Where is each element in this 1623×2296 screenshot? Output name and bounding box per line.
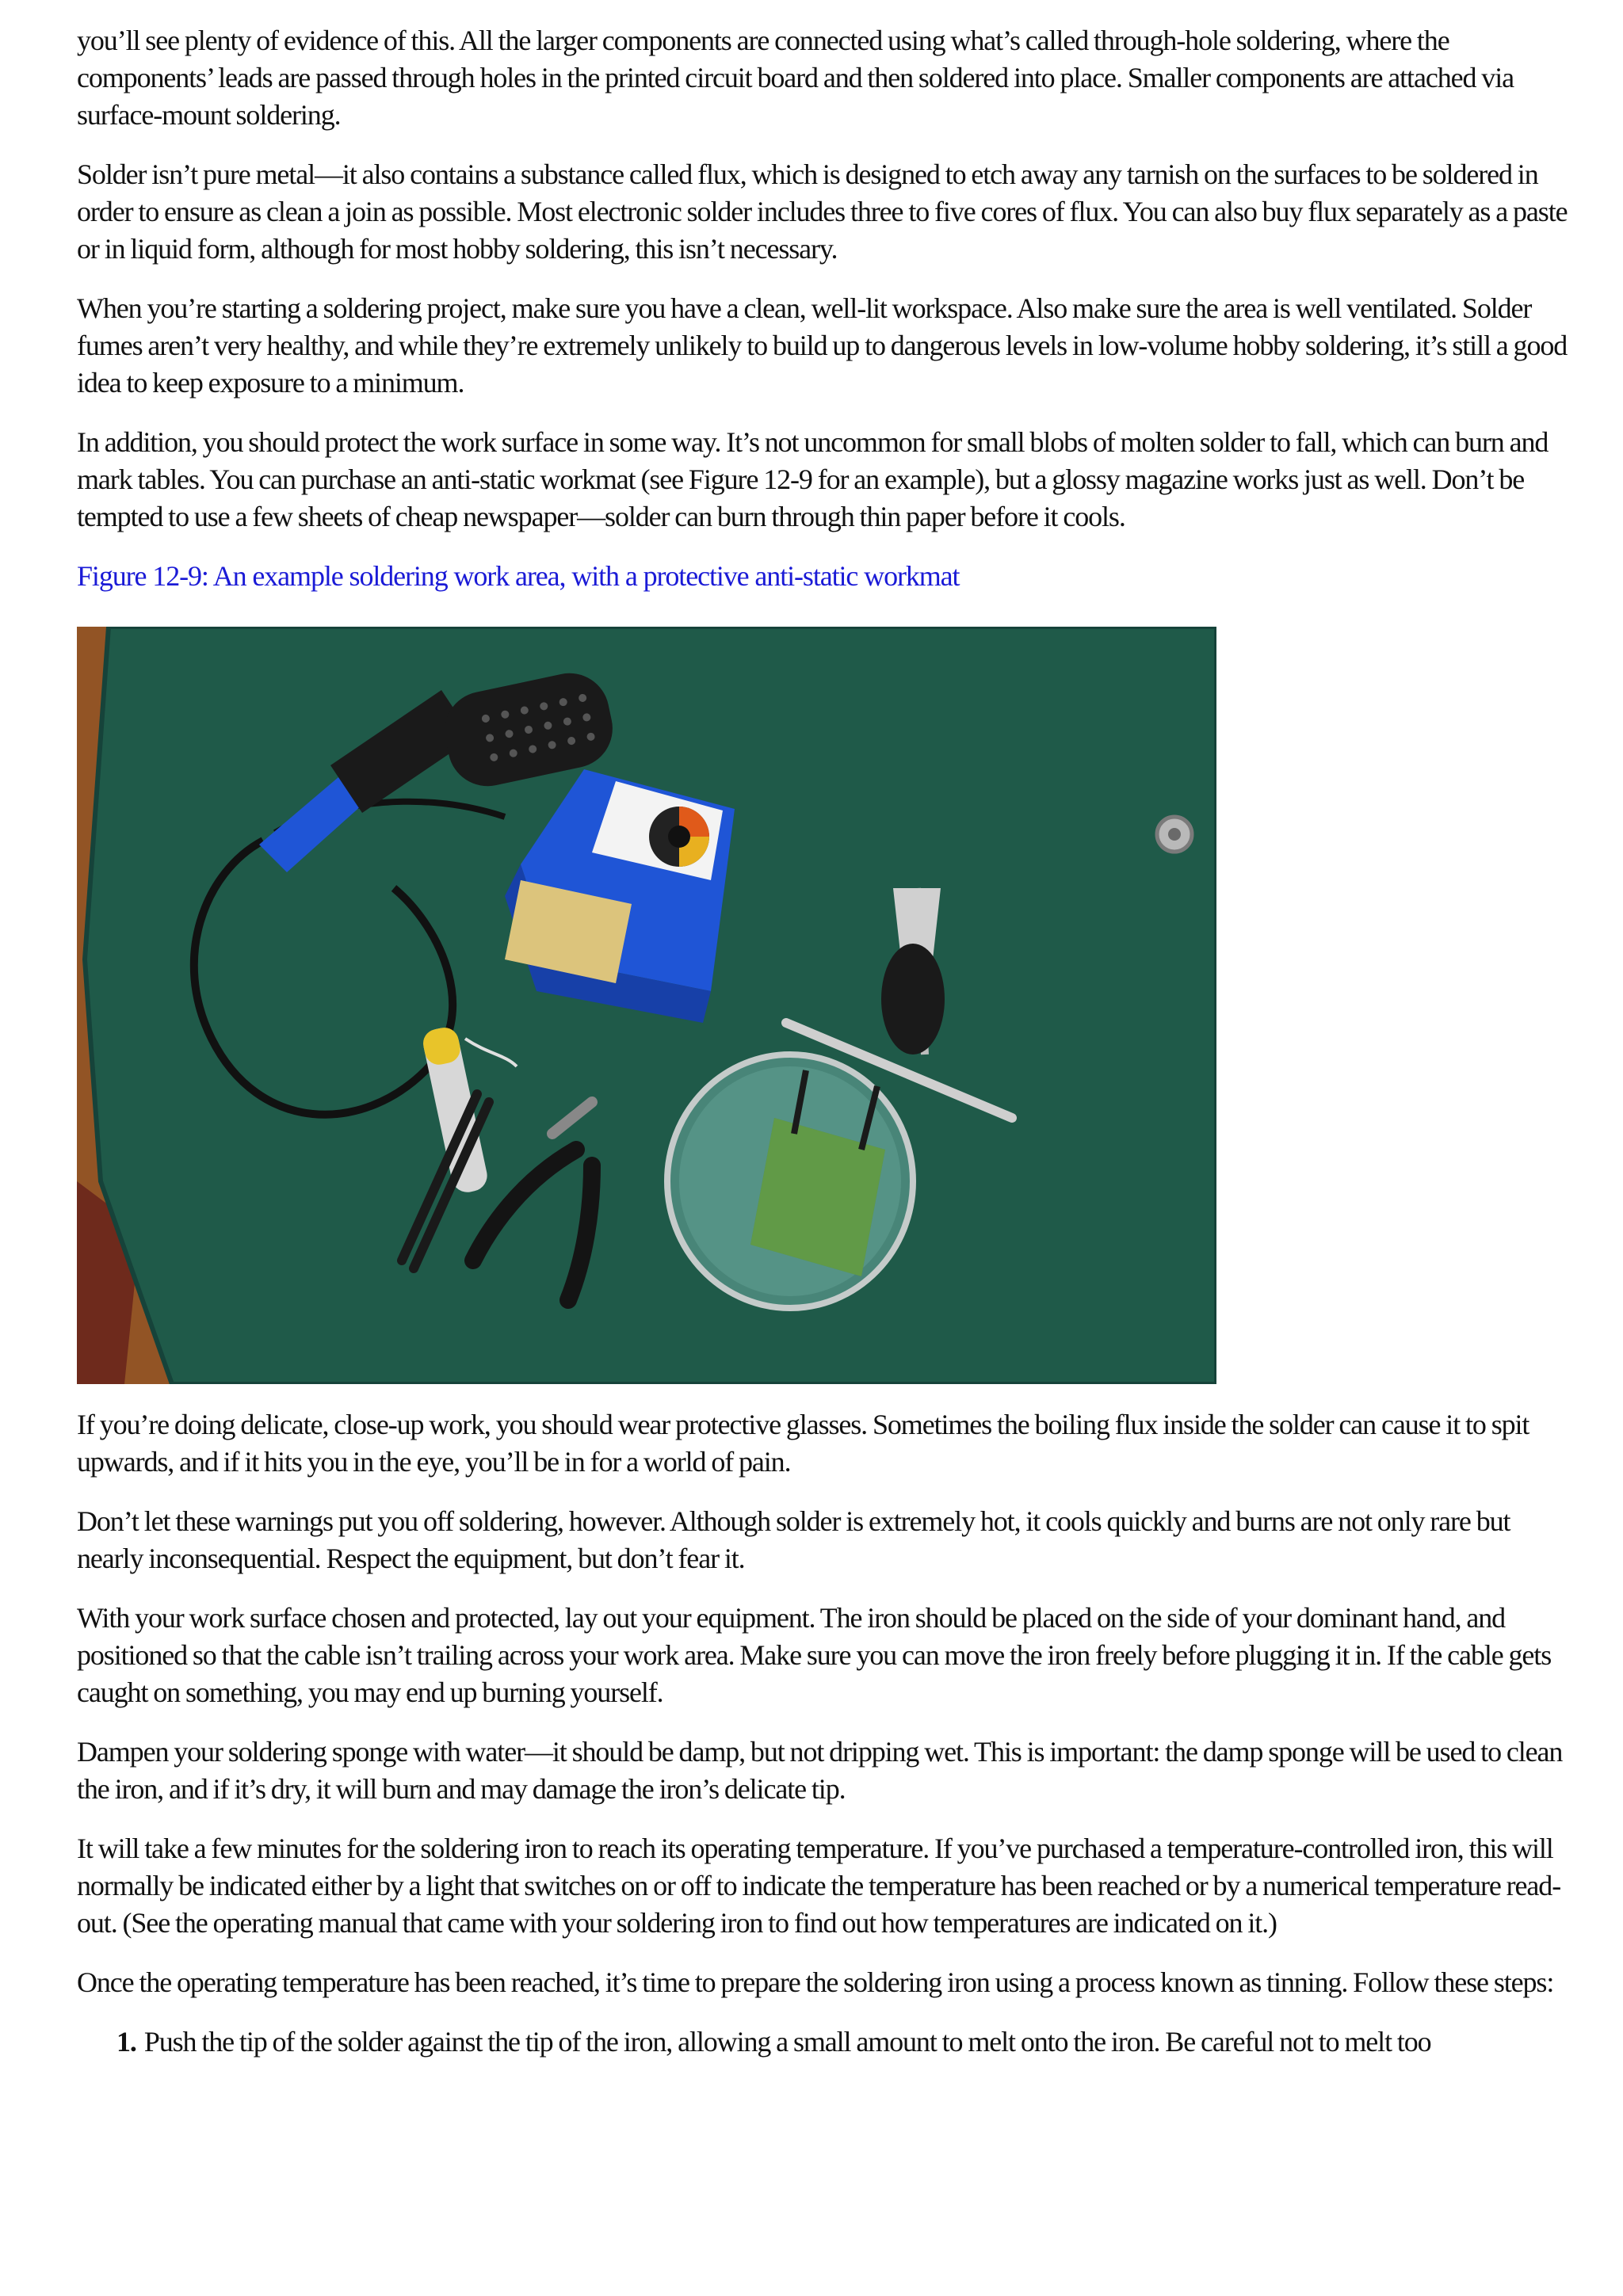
- body-paragraph: Solder isn’t pure metal—it also contains a substance called flux, which is designed to etch away any tarnish on the surfaces to be soldered in order to ensure as clean a join as possible. Most electronic solder includes three to five cores of flux. You can also buy flux separately as a paste or in liquid form, although for most hobby soldering, this isn’t necessary.: [77, 158, 1568, 265]
- body-paragraph: you’ll see plenty of evidence of this. All the larger components are connected using what’s called through-hole soldering, where the components’ leads are passed through holes in the printed circuit board and then soldered into place. Smaller components are attached via surface-mount soldering.: [77, 25, 1514, 131]
- figure-photo-soldering-work-area: [77, 627, 1216, 1384]
- body-paragraph: If you’re doing delicate, close-up work, you should wear protective glasses. Sometimes the boiling flux inside the solder can cause it to spit upwards, and if it hits you in the eye, you’ll be in for a world of pain.: [77, 1409, 1529, 1478]
- body-paragraph: Dampen your soldering sponge with water—it should be damp, but not dripping wet. This is important: the damp sponge will be used to clean the iron, and if it’s dry, it will burn and may damage the iron’s delicate tip.: [77, 1736, 1563, 1805]
- step-text: Push the tip of the solder against the tip of the iron, allowing a small amount to melt onto the iron. Be careful not to melt too: [143, 2026, 1431, 2058]
- steps-list: [77, 2023, 1575, 2061]
- list-item: [77, 2023, 1575, 2061]
- body-paragraph: In addition, you should protect the work surface in some way. It’s not uncommon for small blobs of molten solder to fall, which can burn and mark tables. You can purchase an anti-static workmat (see Figure 12-9 for an example), but a glossy magazine works just as well. Don’t be tempted to use a few sheets of cheap newspaper—solder can burn through thin paper before it cools.: [77, 426, 1549, 532]
- soldering-workspace-photo: [77, 627, 1216, 1384]
- body-paragraph: With your work surface chosen and protected, lay out your equipment. The iron should be placed on the side of your dominant hand, and positioned so that the cable isn’t trailing across your work area. Make sure you can move the iron freely before plugging it in. If the cable gets caught on something, you may end up burning yourself.: [77, 1602, 1552, 1708]
- step-number: 1.: [116, 2026, 136, 2058]
- body-paragraph: It will take a few minutes for the soldering iron to reach its operating temperature. If you’ve purchased a temperature-controlled iron, this will normally be indicated either by a light that switches on or off to indicate the temperature has been reached or by a numerical temperature read-out. (See the operating manual that came with your soldering iron to find out how temperatures are indicated on it.): [77, 1833, 1561, 1939]
- body-paragraph: Don’t let these warnings put you off soldering, however. Although solder is extremely hot, it cools quickly and burns are not only rare but nearly inconsequential. Respect the equipment, but don’t fear it.: [77, 1505, 1510, 1574]
- body-paragraph: Once the operating temperature has been reached, it’s time to prepare the soldering iron using a process known as tinning. Follow these steps:: [77, 1966, 1554, 1998]
- body-paragraph: When you’re starting a soldering project, make sure you have a clean, well-lit workspace. Also make sure the area is well ventilated. Solder fumes aren’t very healthy, and while they’re extremely unlikely to build up to dangerous levels in low-volume hobby soldering, it’s still a good idea to keep exposure to a minimum.: [77, 292, 1568, 399]
- figure-caption: Figure 12-9: An example soldering work area, with a protective anti-static workmat: [77, 560, 960, 592]
